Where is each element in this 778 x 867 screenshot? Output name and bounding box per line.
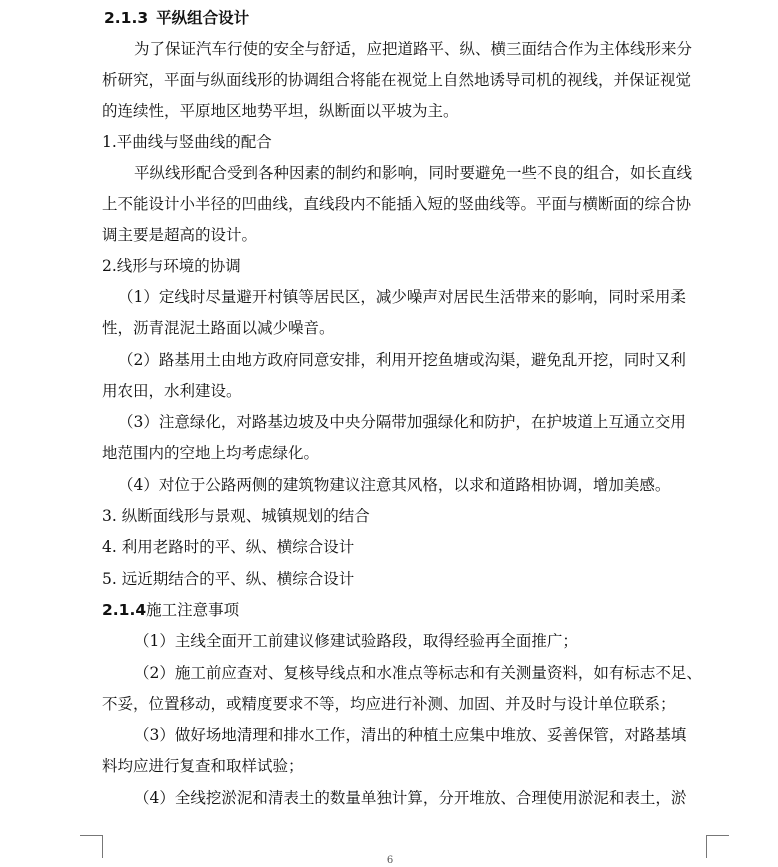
paragraph-line: 为了保证汽车行使的安全与舒适，应把道路平、纵、横三面结合作为主体线形来分 — [134, 40, 693, 58]
list-item-title: 3. 纵断面线形与景观、城镇规划的结合 — [102, 507, 370, 525]
note-line: （1）主线全面开工前建议修建试验路段，取得经验再全面推广； — [134, 632, 578, 650]
sub-item-line: （2）路基用土由地方政府同意安排，利用开挖鱼塘或沟渠，避免乱开挖，同时又利 — [118, 351, 686, 369]
paragraph-line: 平纵线形配合受到各种因素的制约和影响，同时要避免一些不良的组合，如长直线 — [134, 164, 693, 182]
list-item-title: 2.线形与环境的协调 — [102, 257, 241, 275]
paragraph-line: 析研究，平面与纵面线形的协调组合将能在视觉上自然地诱导司机的视线，并保证视觉 — [102, 71, 692, 89]
section-heading-2-1-4 — [0, 594, 778, 626]
sub-item-line: （3）注意绿化，对路基边坡及中央分隔带加强绿化和防护，在护坡道上互通立交用 — [118, 413, 686, 431]
section-heading-2-1-3 — [0, 2, 778, 34]
sub-item-line: 性，沥青混泥土路面以减少噪音。 — [102, 319, 335, 337]
list-item-title: 1.平曲线与竖曲线的配合 — [102, 133, 272, 151]
page-number: 6 — [386, 855, 394, 866]
list-item-title: 4. 利用老路时的平、纵、横综合设计 — [102, 538, 355, 556]
heading-title: 施工注意事项 — [146, 601, 240, 619]
paragraph-line: 的连续性，平原地区地势平坦，纵断面以平坡为主。 — [102, 102, 459, 120]
sub-item-line: 地范围内的空地上均考虑绿化。 — [102, 444, 320, 462]
page-corner-mark-right — [706, 835, 729, 858]
paragraph-line: 上不能设计小半径的凹曲线，直线段内不能插入短的竖曲线等。平面与横断面的综合协 — [102, 195, 692, 213]
list-item-title: 5. 远近期结合的平、纵、横综合设计 — [102, 570, 355, 588]
note-line: 料均应进行复查和取样试验； — [102, 757, 304, 775]
note-line: （2）施工前应查对、复核导线点和水准点等标志和有关测量资料，如有标志不足、 — [134, 664, 702, 682]
page-corner-mark-left — [80, 835, 103, 858]
note-line: 不妥，位置移动，或精度要求不等，均应进行补测、加固、并及时与设计单位联系； — [102, 695, 676, 713]
note-line: （4）全线挖淤泥和清表土的数量单独计算，分开堆放、合理使用淤泥和表土，淤 — [134, 789, 687, 807]
heading-title: 平纵组合设计 — [156, 9, 250, 27]
sub-item-line: （4）对位于公路两侧的建筑物建议注意其风格，以求和道路相协调，增加美感。 — [118, 476, 671, 494]
heading-number: 2.1.4 — [102, 601, 147, 619]
sub-item-line: （1）定线时尽量避开村镇等居民区，减少噪声对居民生活带来的影响，同时采用柔 — [118, 288, 686, 306]
sub-item-line: 用农田，水利建设。 — [102, 382, 242, 400]
paragraph-line: 调主要是超高的设计。 — [102, 226, 258, 244]
note-line: （3）做好场地清理和排水工作，清出的种植土应集中堆放、妥善保管，对路基填 — [134, 726, 687, 744]
heading-number: 2.1.3 — [104, 9, 149, 27]
